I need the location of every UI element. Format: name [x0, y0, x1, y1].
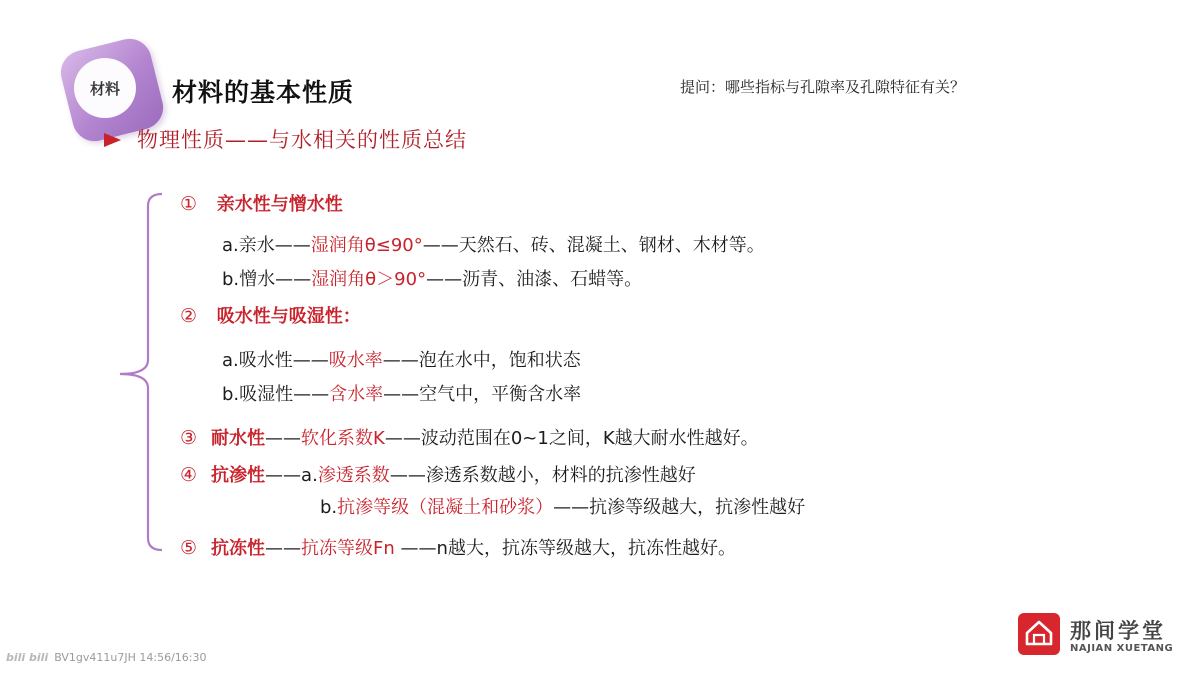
property-1a-prefix: a.亲水——	[222, 235, 311, 256]
video-footer	[6, 651, 207, 664]
property-2a-suffix: ——泡在水中，饱和状态	[382, 350, 581, 371]
property-5-highlight: 抗冻等级Fn	[301, 538, 395, 559]
property-4b	[320, 493, 805, 519]
subtitle: 物理性质——与水相关的性质总结	[137, 128, 467, 152]
property-1a	[222, 231, 765, 257]
property-2b-highlight: 含水率	[329, 384, 384, 405]
property-4	[180, 461, 696, 487]
brace-icon	[112, 192, 166, 554]
page-title: 材料的基本性质	[172, 78, 355, 107]
property-1-title: 亲水性与憎水性	[216, 194, 343, 215]
property-1b-suffix: ——沥青、油漆、石蜡等。	[426, 269, 643, 290]
property-2b-suffix: ——空气中，平衡含水率	[383, 384, 582, 405]
property-1	[180, 190, 343, 216]
property-4-highlight: 渗透系数	[317, 465, 390, 486]
property-2a-prefix: a.吸水性——	[222, 350, 329, 371]
property-3-title: 耐水性	[211, 428, 266, 449]
property-2b	[222, 380, 581, 406]
property-3-dash: ——	[265, 428, 302, 449]
property-4b-prefix: b.	[320, 497, 338, 518]
property-1-number: ①	[180, 193, 198, 215]
property-5-suffix: ——n越大，抗冻等级越大，抗冻性越好。	[394, 538, 736, 559]
property-4-number: ④	[180, 464, 198, 486]
property-2a-highlight: 吸水率	[328, 350, 383, 371]
property-2a	[222, 346, 581, 372]
arrow-right-icon	[104, 133, 121, 147]
property-3-suffix: ——波动范围在0~1之间，K越大耐水性越好。	[384, 428, 759, 449]
subtitle-row	[104, 124, 467, 154]
property-1b	[222, 265, 642, 291]
property-5-number: ⑤	[180, 537, 198, 559]
property-4b-highlight: 抗渗等级（混凝土和砂浆）	[337, 497, 554, 518]
property-2	[180, 302, 361, 328]
logo-chinese-name: 那间学堂	[1070, 619, 1166, 643]
property-1a-highlight: 湿润角θ≤90°	[310, 235, 423, 256]
property-3-number: ③	[180, 427, 198, 449]
property-2-number: ②	[180, 305, 198, 327]
property-3-highlight: 软化系数K	[301, 428, 385, 449]
property-2-title: 吸水性与吸湿性：	[216, 306, 361, 327]
badge-label: 材料	[74, 58, 136, 118]
property-2b-prefix: b.吸湿性——	[222, 384, 330, 405]
property-4-suffix: ——渗透系数越小，材料的抗渗性越好	[389, 465, 696, 486]
property-1a-suffix: ——天然石、砖、混凝土、钢材、木材等。	[422, 235, 765, 256]
house-logo-icon	[1018, 613, 1060, 655]
platform-watermark: bili bili	[6, 651, 49, 664]
logo-english-name: NAJIAN XUETANG	[1070, 643, 1174, 654]
property-4-dash: ——a.	[265, 465, 318, 486]
property-5-dash: ——	[265, 538, 302, 559]
question-text: 提问：哪些指标与孔隙率及孔隙特征有关？	[680, 78, 966, 96]
property-5-title: 抗冻性	[211, 538, 266, 559]
video-id-timestamp: BV1gv411u7JH 14:56/16:30	[54, 651, 207, 664]
property-5	[180, 534, 736, 560]
property-4b-suffix: ——抗渗等级越大，抗渗性越好	[553, 497, 806, 518]
property-1b-prefix: b.憎水——	[222, 269, 312, 290]
property-1b-highlight: 湿润角θ＞90°	[311, 269, 427, 290]
property-4-title: 抗渗性	[211, 465, 266, 486]
property-3	[180, 424, 759, 450]
